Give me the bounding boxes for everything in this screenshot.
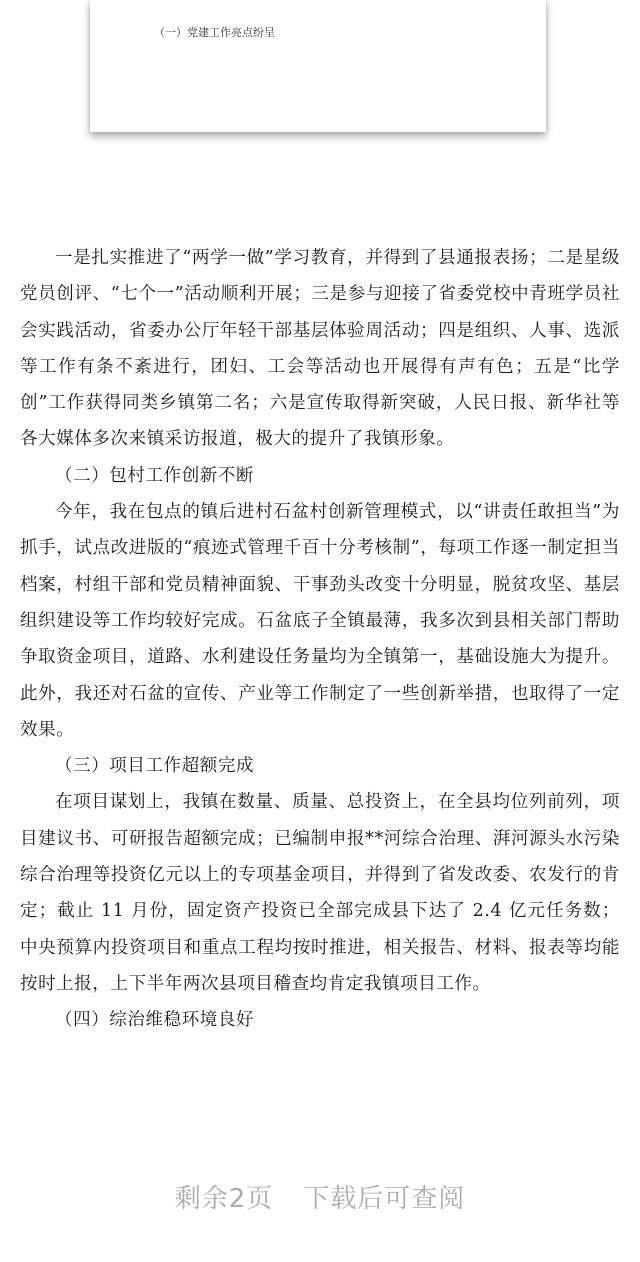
download-to-view-label[interactable]: 下载后可查阅 bbox=[303, 1184, 466, 1214]
remaining-pages-label[interactable]: 剩余2页 bbox=[174, 1184, 274, 1214]
paragraph-party-building: 一是扎实推进了“两学一做”学习教育，并得到了县通报表扬；二是星级党员创评、“七个一”活动顺利开展；三是参与迎接了省委党校中青班学员社会实践活动，省委办公厅年轻干部基层体验周活动；四是组织、人事、选派等工作有条不紊进行，团妇、工会等活动也开展得有声有色；五是“比学创”工作获得同类乡镇第二名；六是宣传取得新突破，人民日报、新华社等各大媒体多次来镇采访报道，极大的提升了我镇形象。 bbox=[20, 248, 620, 450]
section-heading-stability: （四）综治维稳环境良好 bbox=[55, 1010, 255, 1031]
paragraph-project-work: 在项目谋划上，我镇在数量、质量、总投资上，在全县均位列前列，项目建议书、可研报告超额完成；已编制申报**河综合治理、湃河源头水污染综合治理等投资亿元以上的专项基金项目，并得到了省发改委、农发行的肯定；截止 11 月份，固定资产投资已全部完成县下达了 2.4 亿元任务数；中央预算内投资项目和重点工程均按时推进，相关报告、材料、报表等均能按时上报，上下半年两次县项目稽查均肯定我镇项目工作。 bbox=[20, 792, 620, 994]
remaining-pages-banner[interactable] bbox=[0, 1178, 640, 1215]
preview-section-heading: （一）党建工作亮点纷呈 bbox=[154, 26, 275, 39]
document-body bbox=[20, 240, 620, 1039]
section-heading-projects: （三）项目工作超额完成 bbox=[55, 756, 255, 777]
section-heading-village: （二）包村工作创新不断 bbox=[55, 465, 255, 486]
paragraph-village-work: 今年，我在包点的镇后进村石盆村创新管理模式，以“讲责任敢担当”为抓手，试点改进版的“痕迹式管理千百十分考核制”，每项工作逐一制定担当档案，村组干部和党员精神面貌、干事劲头改变十分明显，脱贫攻坚、基层组织建设等工作均较好完成。石盆底子全镇最薄，我多次到县相关部门帮助争取资金项目，道路、水利建设任务量均为全镇第一，基础设施大为提升。此外，我还对石盆的宣传、产业等工作制定了一些创新举措，也取得了一定效果。 bbox=[20, 502, 620, 740]
previous-page-preview bbox=[90, 0, 546, 132]
